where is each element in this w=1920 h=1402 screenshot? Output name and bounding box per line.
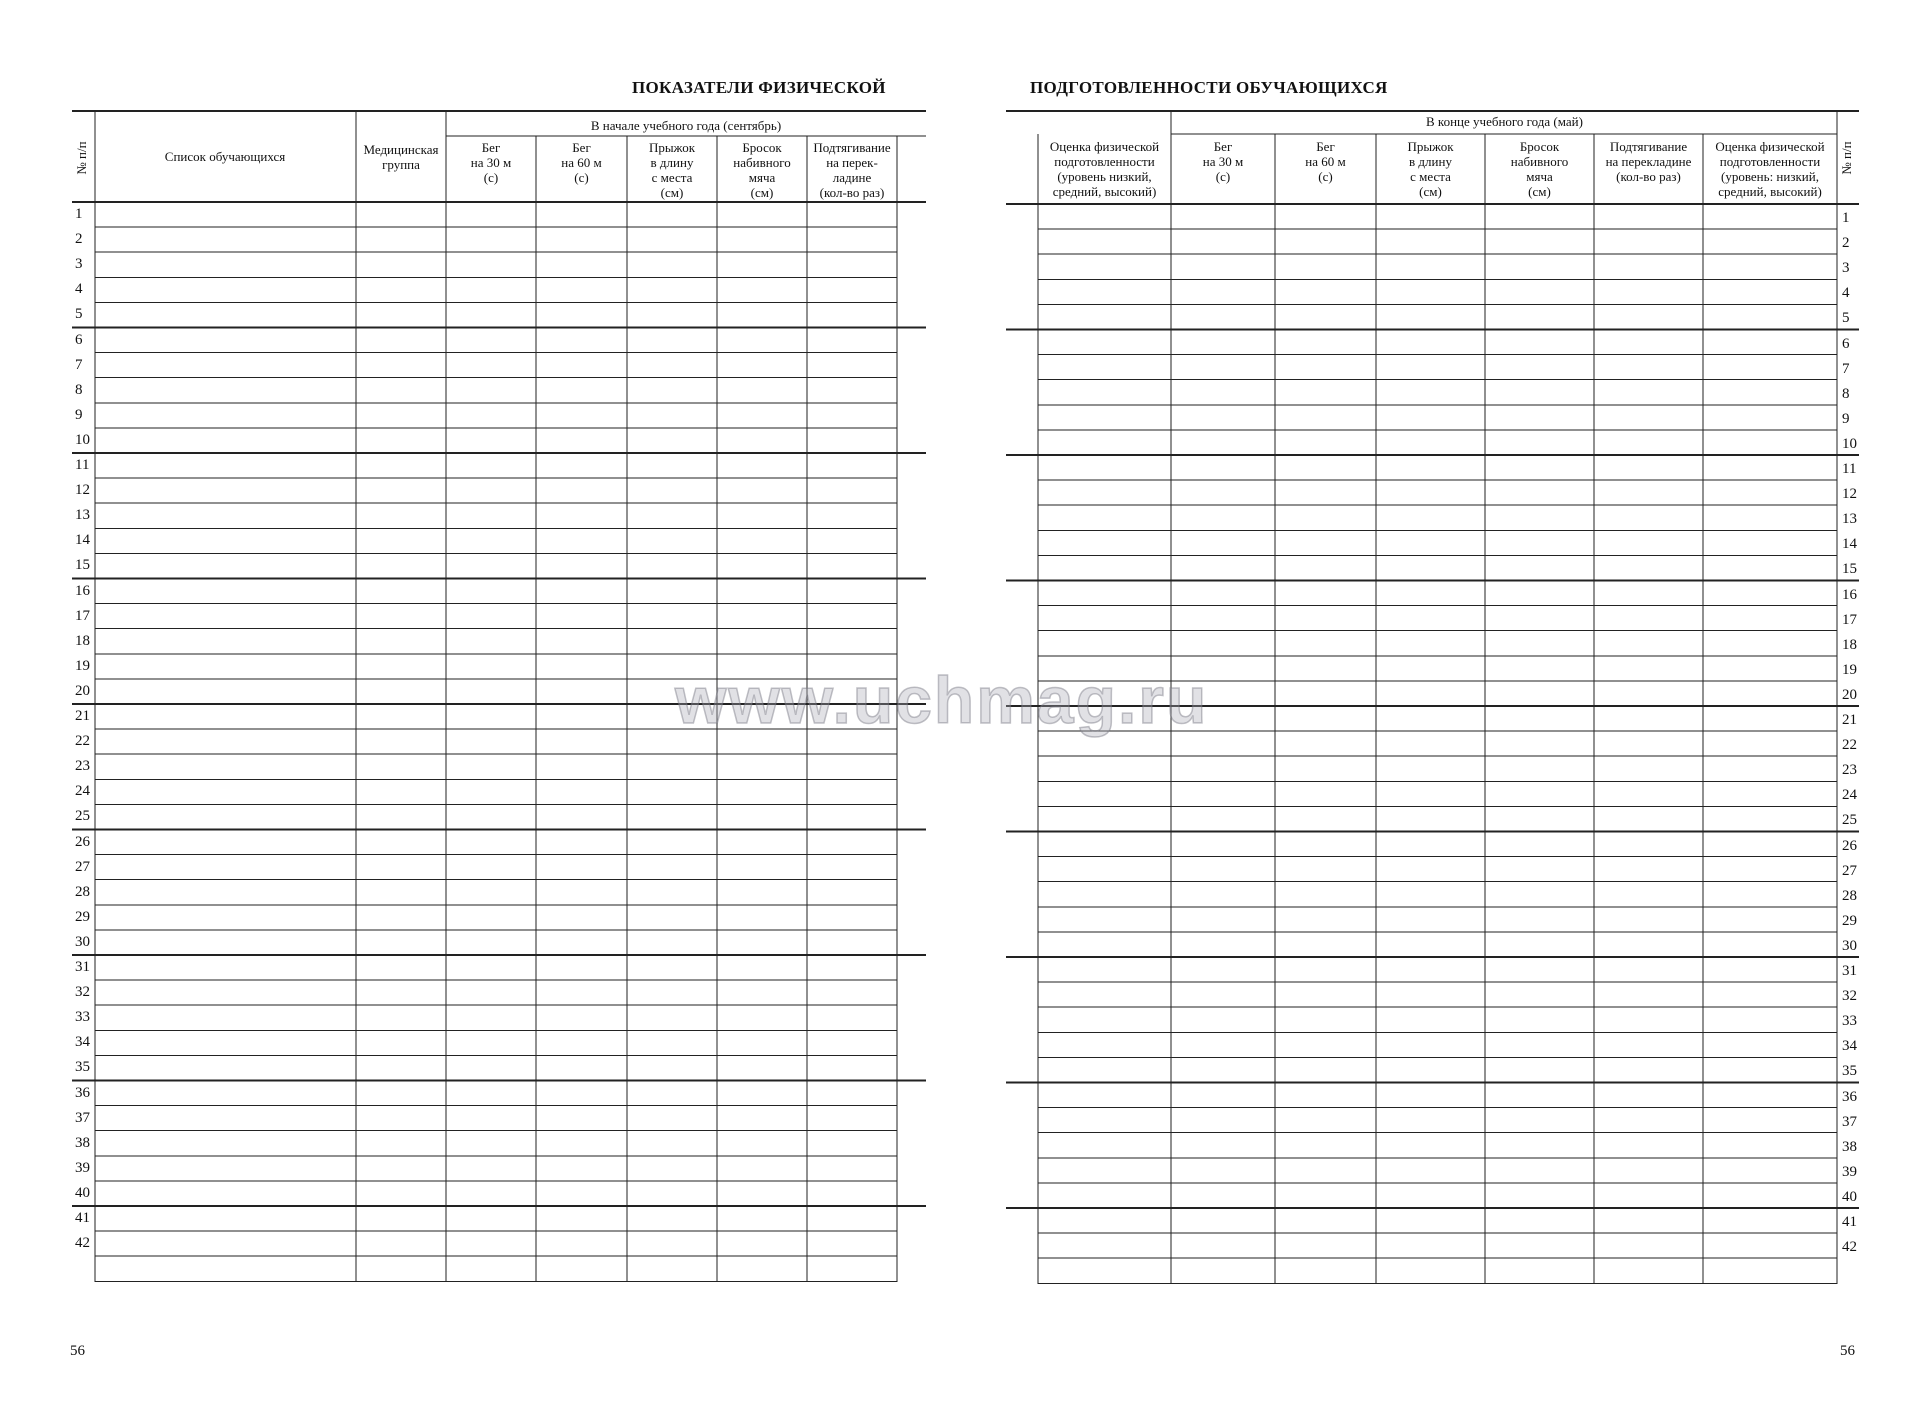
row-number-left: 24 — [75, 783, 90, 800]
watermark: www.uchmag.ru — [675, 663, 1209, 737]
row-number-right: 10 — [1842, 435, 1857, 452]
row-number-left: 1 — [75, 206, 83, 222]
right-col-header-5: Подтягивание на перекладине (кол-во раз) — [1605, 139, 1692, 184]
left-num-header: № п/п — [74, 141, 89, 175]
row-number-left: 11 — [75, 457, 90, 473]
right-first-col-header: Оценка физической подготовленности (уровень низкий, средний, высокий) — [1049, 139, 1160, 199]
row-number-right: 9 — [1842, 410, 1850, 427]
row-number-right: 35 — [1842, 1063, 1857, 1080]
row-number-left: 39 — [75, 1159, 90, 1176]
row-number-left: 20 — [75, 682, 90, 699]
left-col-header-1: Бег на 30 м (с) — [470, 140, 512, 185]
row-number-left: 18 — [75, 632, 90, 649]
row-number-right: 16 — [1842, 586, 1857, 603]
row-number-left: 14 — [75, 532, 90, 549]
row-number-right: 31 — [1842, 963, 1857, 979]
row-number-left: 38 — [75, 1134, 90, 1151]
row-number-right: 25 — [1842, 812, 1857, 829]
row-number-right: 32 — [1842, 988, 1857, 1005]
row-number-left: 35 — [75, 1059, 90, 1076]
row-number-right: 38 — [1842, 1138, 1857, 1155]
row-number-left: 40 — [75, 1184, 90, 1201]
row-number-left: 15 — [75, 557, 90, 574]
row-number-right: 5 — [1842, 310, 1850, 327]
row-number-left: 29 — [75, 908, 90, 925]
row-number-left: 9 — [75, 406, 83, 423]
row-number-right: 37 — [1842, 1113, 1857, 1130]
left-group-header: В начале учебного года (сентябрь) — [590, 118, 782, 133]
row-number-left: 31 — [75, 959, 90, 975]
list-header: Список обучающихся — [164, 149, 286, 164]
row-number-left: 36 — [75, 1084, 90, 1101]
right-col-header-2: Бег на 60 м (с) — [1305, 139, 1346, 184]
row-number-left: 16 — [75, 582, 90, 599]
medical-group-header: Медицинская группа — [363, 142, 439, 172]
row-number-left: 33 — [75, 1009, 90, 1026]
row-number-right: 2 — [1842, 235, 1850, 252]
row-number-left: 37 — [75, 1109, 90, 1126]
right-group-header: В конце учебного года (май) — [1426, 114, 1583, 129]
row-number-right: 40 — [1842, 1188, 1857, 1205]
row-number-left: 22 — [75, 733, 90, 750]
row-number-left: 19 — [75, 657, 90, 674]
row-number-left: 34 — [75, 1034, 90, 1051]
row-number-right: 8 — [1842, 385, 1850, 402]
row-number-left: 26 — [75, 833, 90, 850]
page-number-right: 56 — [1840, 1343, 1855, 1359]
row-number-right: 11 — [1842, 461, 1857, 477]
right-col-header-1: Бег на 30 м (с) — [1202, 139, 1244, 184]
left-col-header-2: Бег на 60 м (с) — [561, 140, 602, 185]
left-col-header-4: Бросок набивного мяча (см) — [733, 140, 791, 200]
row-number-right: 1 — [1842, 210, 1850, 226]
row-number-right: 28 — [1842, 887, 1857, 904]
row-number-right: 18 — [1842, 636, 1857, 653]
row-number-left: 27 — [75, 858, 90, 875]
row-number-right: 19 — [1842, 661, 1857, 678]
row-number-right: 23 — [1842, 762, 1857, 779]
row-number-left: 2 — [75, 231, 83, 248]
page-title-left: ПОКАЗАТЕЛИ ФИЗИЧЕСКОЙ — [632, 78, 886, 97]
row-number-right: 36 — [1842, 1088, 1857, 1105]
row-number-right: 27 — [1842, 862, 1857, 879]
row-number-right: 22 — [1842, 737, 1857, 754]
row-number-right: 33 — [1842, 1013, 1857, 1030]
row-number-left: 32 — [75, 984, 90, 1001]
row-number-right: 15 — [1842, 561, 1857, 578]
right-col-header-4: Бросок набивного мяча (см) — [1510, 139, 1569, 199]
row-number-left: 42 — [75, 1235, 90, 1252]
row-number-right: 42 — [1842, 1239, 1857, 1256]
right-num-header: № п/п — [1839, 141, 1854, 175]
row-number-left: 7 — [75, 356, 83, 373]
row-number-right: 21 — [1842, 712, 1857, 728]
row-number-left: 8 — [75, 381, 83, 398]
page-number-left: 56 — [70, 1343, 85, 1359]
row-number-right: 6 — [1842, 335, 1850, 352]
row-number-left: 3 — [75, 256, 83, 273]
left-col-header-5: Подтягивание на перек- ладине (кол-во раз) — [813, 140, 891, 200]
row-number-left: 5 — [75, 306, 83, 323]
row-number-right: 20 — [1842, 686, 1857, 703]
row-number-right: 30 — [1842, 937, 1857, 954]
row-number-right: 7 — [1842, 360, 1850, 377]
row-number-left: 25 — [75, 808, 90, 825]
row-number-right: 24 — [1842, 787, 1857, 804]
row-number-left: 41 — [75, 1210, 90, 1226]
row-number-right: 4 — [1842, 285, 1850, 302]
row-number-left: 4 — [75, 281, 83, 298]
row-number-left: 28 — [75, 883, 90, 900]
right-col-header-3: Прыжок в длину с места (см) — [1407, 139, 1454, 199]
row-number-right: 17 — [1842, 611, 1857, 628]
row-number-right: 39 — [1842, 1163, 1857, 1180]
row-number-left: 21 — [75, 708, 90, 724]
right-col-header-6: Оценка физической подготовленности (уровень: низкий, средний, высокий) — [1715, 139, 1825, 199]
row-number-right: 34 — [1842, 1038, 1857, 1055]
row-number-left: 12 — [75, 482, 90, 499]
row-number-right: 13 — [1842, 511, 1857, 528]
row-number-left: 17 — [75, 607, 90, 624]
left-col-header-3: Прыжок в длину с места (см) — [648, 140, 696, 200]
row-number-right: 41 — [1842, 1214, 1857, 1230]
row-number-right: 26 — [1842, 837, 1857, 854]
row-number-left: 6 — [75, 331, 83, 348]
page-title-right: ПОДГОТОВЛЕННОСТИ ОБУЧАЮЩИХСЯ — [1030, 78, 1388, 97]
row-number-left: 23 — [75, 758, 90, 775]
row-number-right: 3 — [1842, 260, 1850, 277]
row-number-right: 29 — [1842, 912, 1857, 929]
row-number-left: 13 — [75, 507, 90, 524]
row-number-right: 12 — [1842, 486, 1857, 503]
row-number-left: 10 — [75, 431, 90, 448]
row-number-left: 30 — [75, 933, 90, 950]
row-number-right: 14 — [1842, 536, 1857, 553]
